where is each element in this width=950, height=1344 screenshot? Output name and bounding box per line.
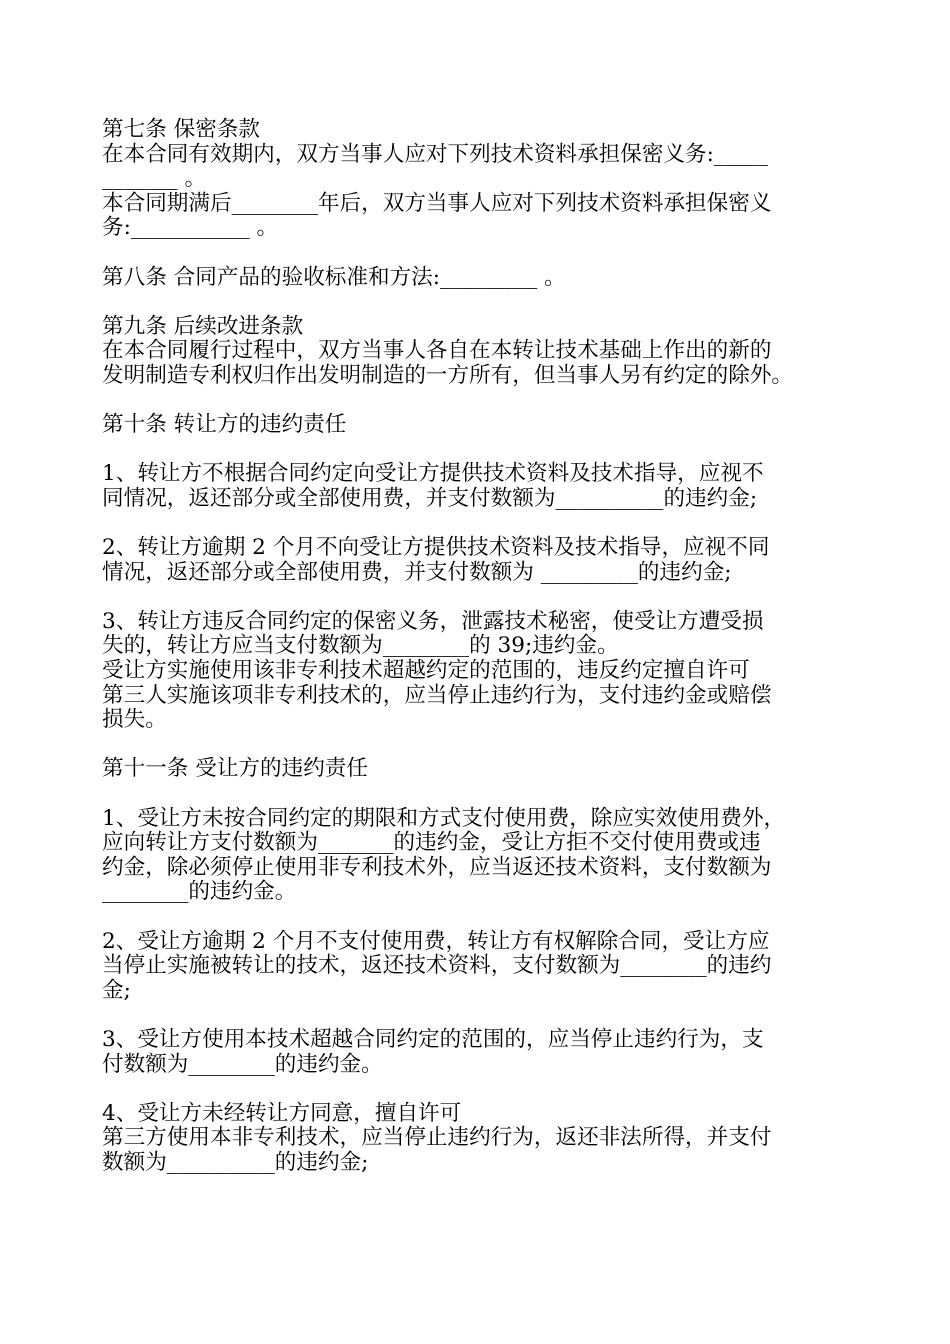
text-line: 3、转让方违反合同约定的保密义务，泄露技术秘密，使受让方遭受损 [102, 608, 764, 634]
text-line: 损失。 [102, 707, 167, 733]
paragraph-gap [102, 1077, 862, 1102]
text-line: 发明制造专利权归作出发明制造的一方所有，但当事人另有约定的除外。 [102, 362, 794, 388]
paragraph-gap [102, 585, 862, 610]
paragraph-gap [102, 782, 862, 807]
text-line: 受让方实施使用该非专利技术超越约定的范围的，违反约定擅自许可 [102, 658, 750, 684]
paragraph-gap [102, 290, 862, 315]
text-line: 约金，除必须停止使用非专利技术外，应当返还技术资料，支付数额为 [102, 854, 772, 880]
text-line: 第三人实施该项非专利技术的，应当停止违约行为，支付违约金或赔偿 [102, 682, 772, 708]
text-line: 情况，返还部分或全部使用费，并支付数额为 _________的违约金; [102, 559, 732, 585]
text-line: 1、转让方不根据合同约定向受让方提供技术资料及技术指导，应视不 [102, 461, 764, 487]
text-line: 应向转让方支付数额为_______的违约金，受让方拒不交付使用费或违 [102, 830, 761, 856]
text-line: ________的违约金。 [102, 879, 297, 905]
text-line: 第三方使用本非专利技术，应当停止违约行为，返还非法所得，并支付 [102, 1125, 772, 1151]
paragraph-gap [102, 905, 862, 930]
text-line: 第八条 合同产品的验收标准和方法:_________ 。 [102, 264, 566, 290]
text-line: 失的，转让方应当支付数额为________的 39;违约金。 [102, 633, 619, 659]
text-line: 付数额为________的违约金。 [102, 1051, 383, 1077]
text-line: 2、受让方逾期 2 个月不支付使用费，转让方有权解除合同，受让方应 [102, 928, 770, 954]
text-line: 3、受让方使用本技术超越合同约定的范围的，应当停止违约行为，支 [102, 1026, 764, 1052]
text-line: 第十一条 受让方的违约责任 [102, 756, 368, 782]
text-line: 本合同期满后________年后，双方当事人应对下列技术资料承担保密义 [102, 190, 772, 216]
paragraph-gap [102, 389, 862, 414]
paragraph-gap [102, 512, 862, 537]
text-line: 4、受让方未经转让方同意，擅自许可 [102, 1100, 462, 1126]
text-line: 第九条 后续改进条款 [102, 313, 304, 339]
text-line: _______ 。 [102, 166, 207, 192]
text-line: 当停止实施被转让的技术，返还技术资料，支付数额为________的违约 [102, 953, 772, 979]
text-line: 第十条 转让方的违约责任 [102, 412, 347, 438]
text-line: 2、转让方逾期 2 个月不向受让方提供技术资料及技术指导，应视不同 [102, 535, 770, 561]
text-line: 数额为__________的违约金; [102, 1149, 369, 1175]
paragraph-gap [102, 733, 862, 758]
text-line: 金; [102, 977, 131, 1003]
paragraph-gap [102, 438, 862, 463]
text-line: 1、受让方未按合同约定的期限和方式支付使用费，除应实效使用费外， [102, 805, 786, 831]
text-line: 同情况，返还部分或全部使用费，并支付数额为__________的违约金; [102, 485, 758, 511]
text-line: 在本合同有效期内，双方当事人应对下列技术资料承担保密义务:_____ [102, 141, 768, 167]
text-line: 在本合同履行过程中，双方当事人各自在本转让技术基础上作出的新的 [102, 338, 772, 364]
paragraph-gap [102, 1003, 862, 1028]
paragraph-gap [102, 241, 862, 266]
text-line: 务:___________ 。 [102, 215, 279, 241]
document-body [102, 118, 862, 1176]
text-line: 第七条 保密条款 [102, 117, 261, 142]
